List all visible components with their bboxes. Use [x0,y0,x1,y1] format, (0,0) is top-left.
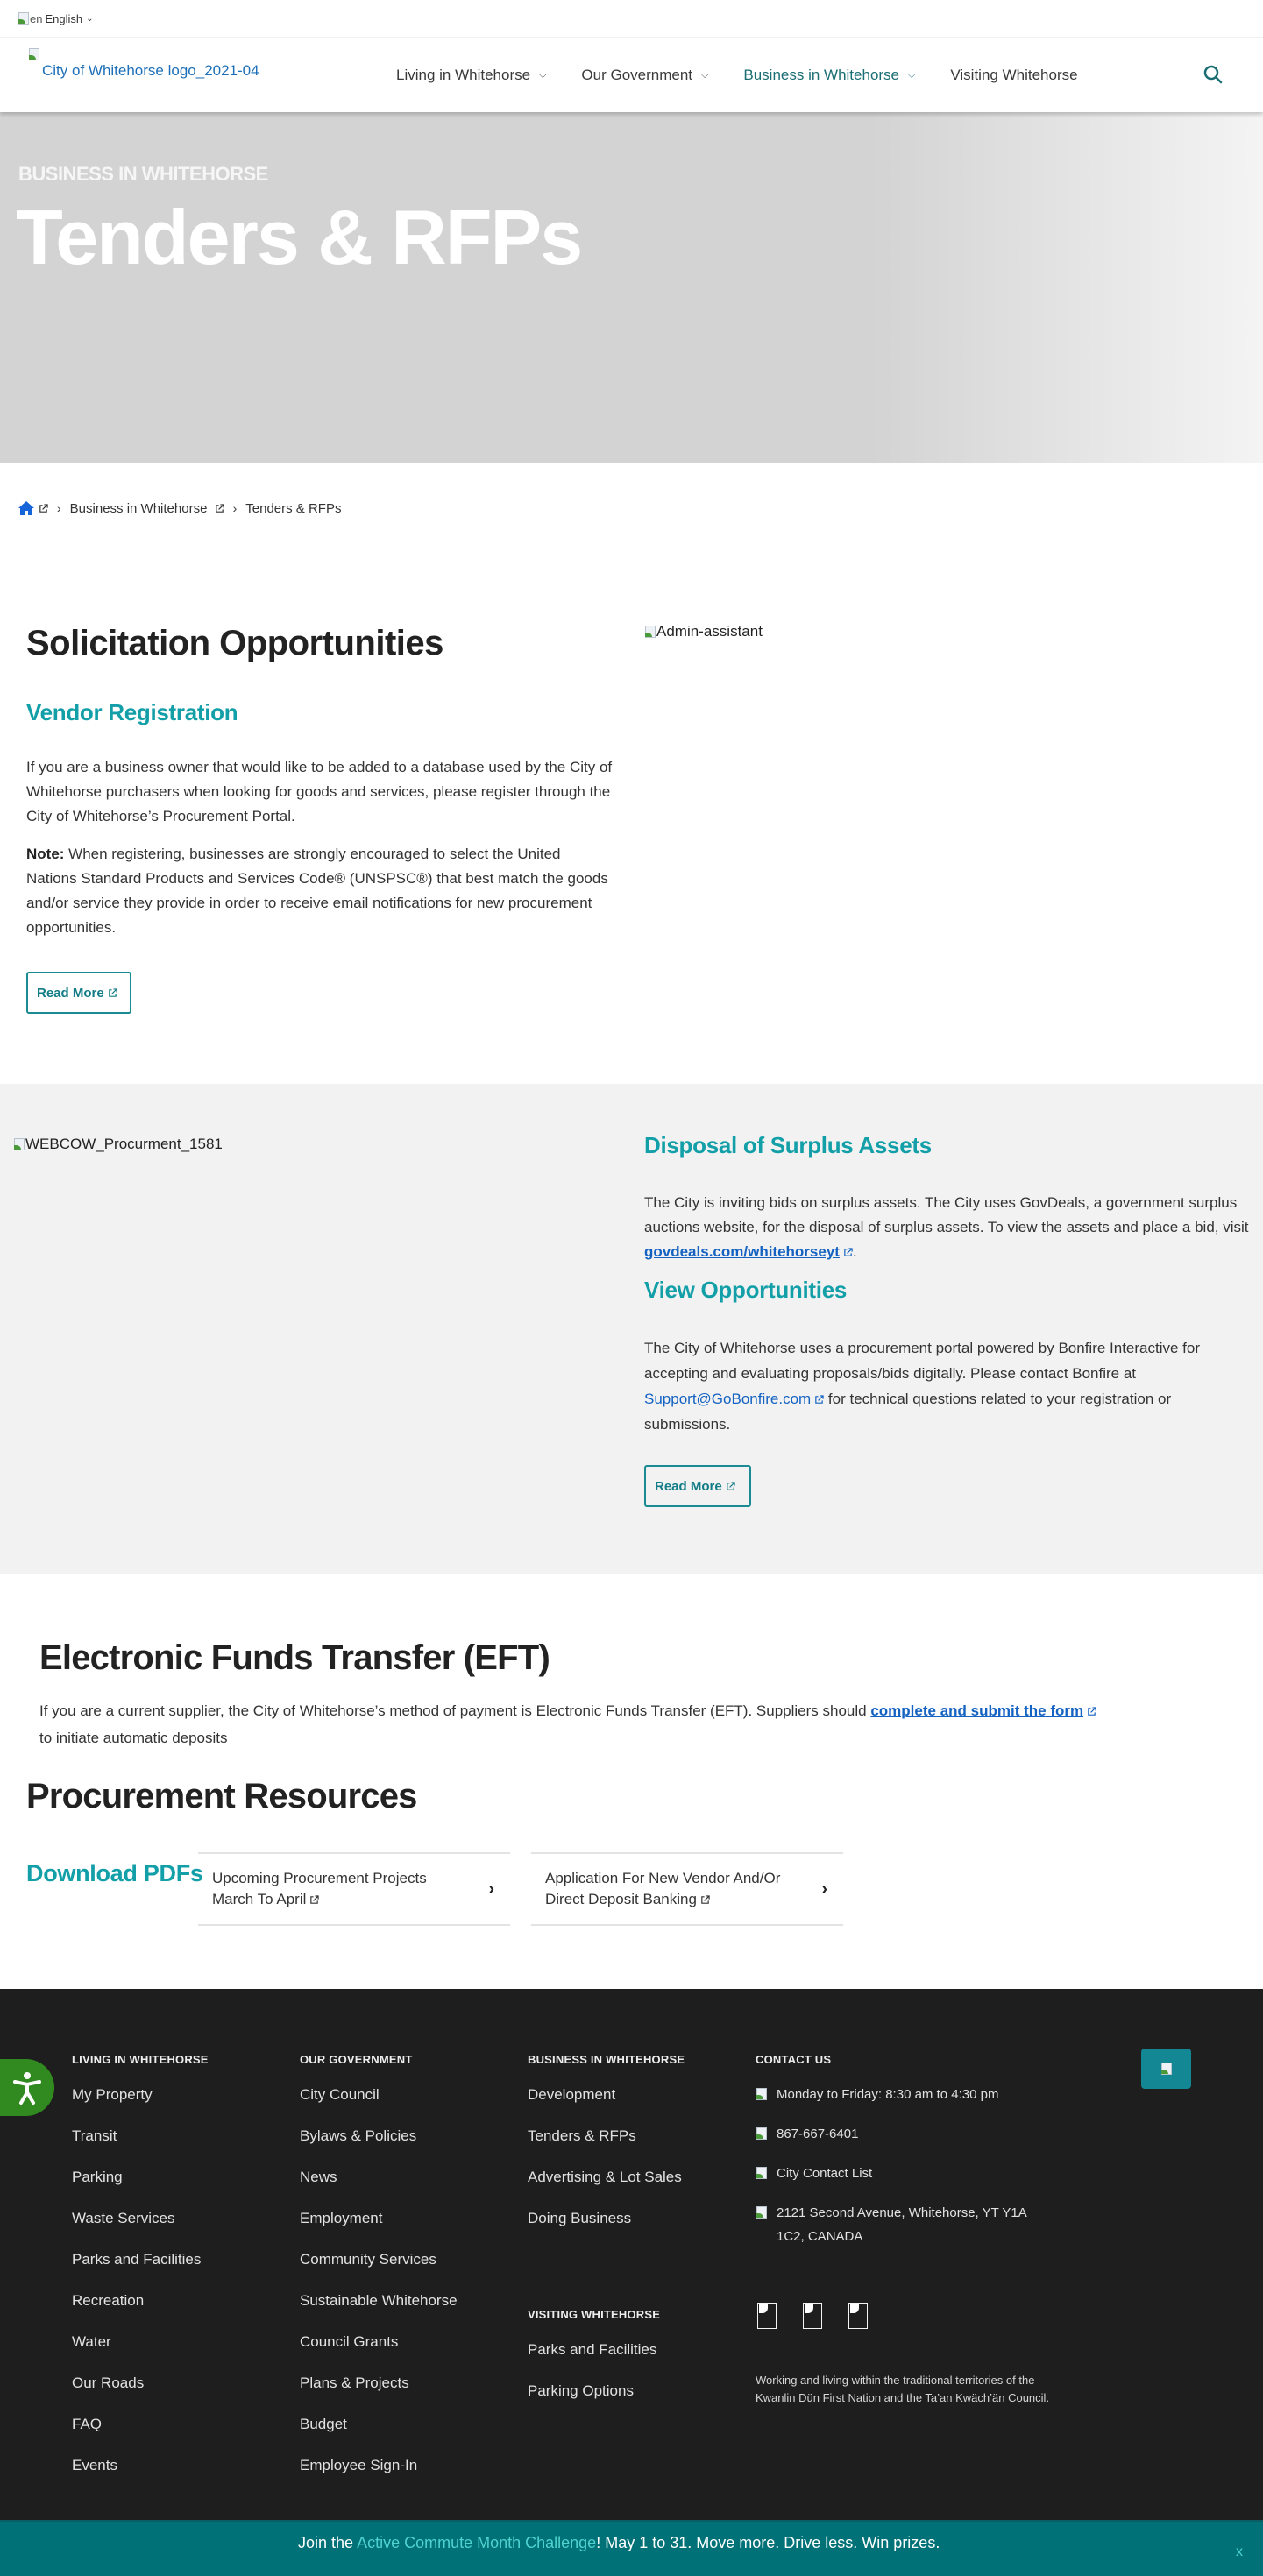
accessibility-icon [12,2070,42,2105]
eft-text: to initiate automatic deposits [39,1730,228,1746]
chevron-right-icon: › [821,1879,827,1899]
footer-link[interactable]: Parking [72,2169,123,2185]
footer-link[interactable]: Sustainable Whitehorse [300,2292,458,2309]
footer-column-visiting [528,2308,660,2424]
footer-link[interactable]: Parking Options [528,2382,634,2399]
chevron-down-icon: ⌵ [701,69,709,81]
accessibility-button[interactable] [0,2059,54,2116]
banner-message [298,2534,940,2552]
footer-link[interactable]: Parks and Facilities [528,2341,657,2358]
back-to-top-button[interactable] [1141,2049,1191,2089]
link-label: Support@GoBonfire.com [644,1391,812,1407]
broken-image-icon [1160,2063,1173,2075]
pdf-link-vendor-application[interactable] [531,1852,843,1926]
nav-label: Visiting Whitehorse [950,67,1078,83]
language-selector[interactable] [0,0,1263,37]
solicitation-heading: Solicitation Opportunities [26,624,443,662]
nav-our-government[interactable] [581,67,708,84]
view-text: for technical questions related to your registration or submissions. [644,1391,1172,1433]
chevron-right-icon: › [488,1879,494,1899]
clock-icon [756,2088,768,2100]
nav-label: Business in Whitehorse [743,67,900,83]
address-text: 2121 Second Avenue, Whitehorse, YT Y1A 1C2, CANADA [777,2205,1026,2244]
vendor-note [26,842,614,940]
page-title: Tenders & RFPs [16,194,582,280]
bonfire-support-link[interactable] [644,1391,811,1407]
download-pdfs-heading: Download PDFs [26,1860,203,1886]
social-links [757,2303,894,2329]
view-opportunities-heading: View Opportunities [644,1277,848,1303]
pdf-line: March To April [212,1891,307,1907]
pdf-line: Upcoming Procurement Projects [212,1870,427,1886]
image-alt-text: Admin-assistant [656,623,763,640]
footer-column-government [300,2053,458,2498]
link-label: complete and submit the form [870,1702,1084,1719]
footer-link[interactable]: Recreation [72,2292,145,2309]
social-icon-1[interactable] [757,2303,777,2329]
external-link-icon [700,1895,710,1905]
footer-link[interactable]: My Property [72,2086,153,2103]
footer-link[interactable]: Water [72,2333,111,2350]
phone-icon [756,2127,768,2140]
disposal-text: The City is inviting bids on surplus assets. The City uses GovDeals, a government surplus auctions website, for the disposal of surplus assets. To view the assets and place a bid, visit [644,1194,1249,1235]
chevron-right-icon: › [232,501,238,515]
link-label: govdeals.com/whitehorseyt [644,1243,840,1260]
contact-phone[interactable] [756,2122,1071,2146]
footer-link[interactable]: Transit [72,2127,117,2144]
breadcrumb-business[interactable] [70,501,224,516]
search-icon [1203,64,1224,85]
opportunities-read-more-button[interactable] [644,1465,751,1507]
nav-visiting-whitehorse[interactable] [950,67,1077,84]
pdf-line: Application For New Vendor And/Or [545,1870,781,1886]
eft-form-link[interactable] [870,1702,1083,1719]
footer-link[interactable]: News [300,2169,337,2185]
breadcrumb-current: Tenders & RFPs [245,500,342,516]
disposal-paragraph [644,1191,1249,1264]
flag-icon [18,12,30,25]
announcement-banner [0,2520,1263,2576]
pdf-link-upcoming-projects[interactable] [198,1852,510,1926]
footer-link[interactable]: City Council [300,2086,380,2103]
nav-living-in-whitehorse[interactable] [396,67,546,84]
footer-link[interactable]: Bylaws & Policies [300,2127,417,2144]
footer-heading: BUSINESS IN WHITEHORSE [528,2053,685,2066]
note-text: When registering, businesses are strongly encouraged to select the United Nations Standard Products and Services Code® (UNSPSC®) that best match the goods and/or service they provide in order to receive email notifications for new procurement opportunities. [26,846,608,936]
procurement-image [13,1136,223,1153]
footer-heading: OUR GOVERNMENT [300,2053,413,2066]
home-icon [18,500,35,516]
admin-assistant-image [644,623,763,640]
view-text: The City of Whitehorse uses a procurement portal powered by Bonfire Interactive for accepting and evaluating proposals/bids digitally. Please contact Bonfire at [644,1340,1201,1382]
footer-heading: LIVING IN WHITEHORSE [72,2053,209,2066]
footer-link[interactable]: Doing Business [528,2210,632,2226]
breadcrumb-home[interactable] [18,500,48,516]
surplus-section [0,1084,1263,1574]
view-paragraph [644,1335,1249,1437]
breadcrumb-label: Business in Whitehorse [69,500,208,516]
footer-link[interactable]: Our Roads [72,2374,145,2391]
button-label: Read More [655,1478,722,1494]
land-acknowledgement: Working and living within the traditional territories of the Kwanlin Dün First Nation and the Ta’an Kwäch’än Council. [756,2374,1050,2404]
hero-kicker: BUSINESS IN WHITEHORSE [18,163,268,185]
procurement-resources-heading: Procurement Resources [26,1777,417,1815]
broken-image-icon [644,626,656,638]
phone-text: 867-667-6401 [777,2127,859,2141]
contacts-icon [756,2167,768,2179]
contact-hours [756,2083,1071,2106]
vendor-registration-heading: Vendor Registration [26,699,238,725]
external-link-icon [39,504,48,513]
footer-link[interactable]: Community Services [300,2251,436,2268]
language-label: English [45,11,83,25]
footer-link[interactable]: Tenders & RFPs [528,2127,636,2144]
punctuation: . [852,1243,857,1260]
note-label: Note: [26,846,65,862]
pdf-label [545,1868,780,1910]
external-link-icon [814,1395,824,1405]
footer-link[interactable]: Council Grants [300,2333,399,2350]
eft-text: If you are a current supplier, the City of Whitehorse’s method of payment is Electronic Funds Transfer (EFT). Suppliers should [39,1702,871,1719]
footer-column-contact [756,2053,1071,2264]
footer-link[interactable]: Parks and Facilities [72,2251,202,2268]
footer-link[interactable]: Advertising & Lot Sales [528,2169,682,2185]
contact-list-link[interactable] [756,2162,1071,2185]
location-icon [756,2206,768,2219]
footer-link[interactable]: Plans & Projects [300,2374,409,2391]
external-link-icon [726,1482,735,1491]
govdeals-link[interactable] [644,1243,853,1260]
button-label: Read More [37,985,104,1001]
breadcrumb [18,500,341,516]
search-button[interactable] [1203,64,1224,85]
banner-text: ! May 1 to 31. Move more. Drive less. Win prizes. [596,2534,940,2551]
logo-image-icon [28,48,40,60]
footer-column-living [72,2053,209,2498]
banner-text: Join the [298,2534,358,2551]
eft-paragraph [39,1697,1240,1752]
nav-business-in-whitehorse[interactable] [743,67,915,84]
nav-label: Living in Whitehorse [396,67,531,83]
footer-link[interactable]: Employee Sign-In [300,2457,418,2473]
external-link-icon [843,1248,853,1257]
vendor-read-more-button[interactable] [26,972,131,1014]
main-nav [396,38,1113,113]
external-link-icon [309,1895,319,1905]
footer-link[interactable]: Budget [300,2416,347,2432]
footer-heading: VISITING WHITEHORSE [528,2308,661,2321]
site-header [0,37,1263,112]
chevron-right-icon: › [57,501,61,515]
footer-link[interactable]: Waste Services [72,2210,175,2226]
footer-column-business [528,2053,685,2251]
chevron-down-icon: ⌵ [908,69,916,81]
chevron-down-icon: ⌵ [539,69,547,81]
disposal-heading: Disposal of Surplus Assets [644,1132,932,1158]
contact-address [756,2201,1054,2248]
pdf-line: Direct Deposit Banking [545,1891,697,1907]
social-icon-3[interactable] [848,2303,868,2329]
close-icon[interactable]: x [1236,2544,1243,2559]
external-link-icon [215,504,224,513]
external-link-icon [108,988,117,998]
footer-link[interactable]: Development [528,2086,616,2103]
pdf-label [212,1868,427,1910]
site-logo[interactable] [28,48,259,80]
image-alt-text: WEBCOW_Procurment_1581 [25,1136,223,1152]
vendor-paragraph: If you are a business owner that would like to be added to a database used by the City of Whitehorse purchasers when looking for goods and services, please register through the City of Whitehorse’s Procurement Portal. [26,759,613,824]
external-link-icon [1087,1707,1096,1716]
chevron-down-icon: ⌄ [86,13,94,24]
language-flag-alt: en [30,11,43,25]
footer-link[interactable]: Events [72,2457,117,2473]
broken-image-icon [13,1138,25,1150]
logo-alt-text: City of Whitehorse logo_2021-04 [42,62,259,79]
footer-heading: CONTACT US [756,2053,832,2066]
social-icon-2[interactable] [803,2303,822,2329]
eft-heading: Electronic Funds Transfer (EFT) [39,1638,550,1677]
hours-text: Monday to Friday: 8:30 am to 4:30 pm [777,2087,999,2102]
nav-label: Our Government [581,67,693,83]
footer-link[interactable]: Employment [300,2210,383,2226]
active-commute-link[interactable]: Active Commute Month Challenge [357,2534,597,2551]
contact-list-text: City Contact List [777,2166,873,2181]
footer-link[interactable]: FAQ [72,2416,103,2432]
